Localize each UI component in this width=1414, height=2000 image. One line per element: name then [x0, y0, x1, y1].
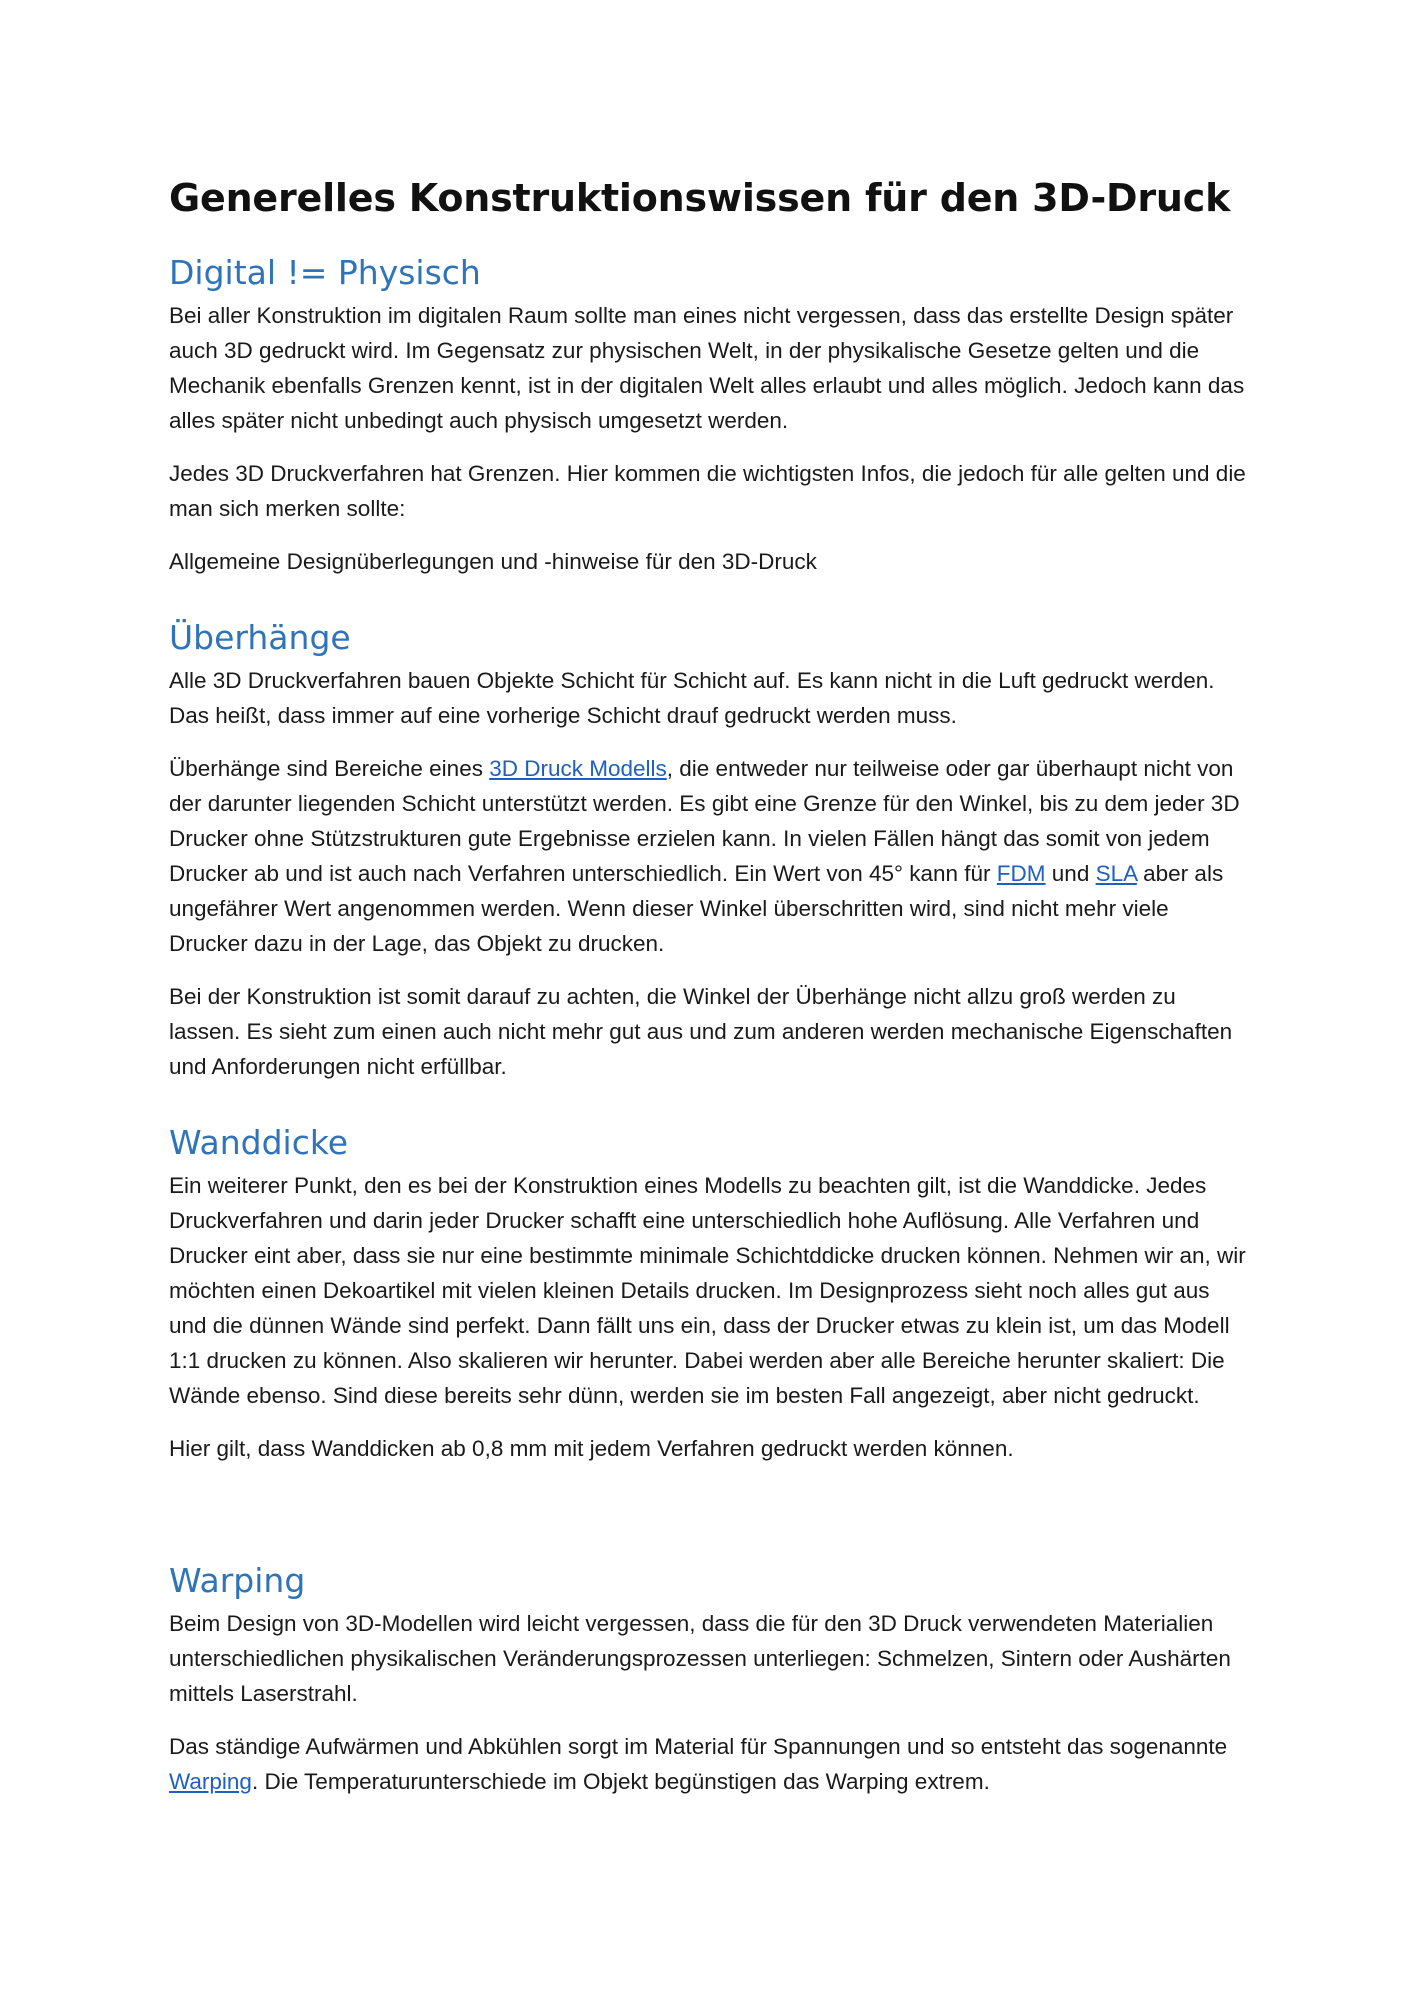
heading-wanddicke: Wanddicke — [169, 1123, 349, 1162]
link-3d-druck-modells[interactable]: 3D Druck Modells — [489, 756, 667, 781]
section-digital-physisch — [169, 250, 1250, 579]
paragraph: Bei der Konstruktion ist somit darauf zu achten, die Winkel der Überhänge nicht allzu groß werden zu lassen. Es sieht zum einen auch nicht mehr gut aus und zum anderen werden mechanische Eigenschaften und Anforderungen nicht erfüllbar. — [169, 984, 1233, 1079]
paragraph: Allgemeine Designüberlegungen und -hinweise für den 3D-Druck — [169, 549, 817, 574]
section-ueberhaenge — [169, 615, 1250, 1084]
section-wanddicke — [169, 1120, 1250, 1466]
text-run: Das ständige Aufwärmen und Abkühlen sorgt im Material für Spannungen und so entsteht das sogenannte — [169, 1734, 1228, 1759]
link-fdm[interactable]: FDM — [996, 861, 1046, 886]
section-warping — [169, 1558, 1250, 1799]
paragraph: Beim Design von 3D-Modellen wird leicht vergessen, dass die für den 3D Druck verwendeten Materialien unterschiedlichen physikalischen Veränderungsprozessen unterliegen: Schmelzen, Sintern oder Aushärten mittels Laserstrahl. — [169, 1611, 1231, 1706]
paragraph: Alle 3D Druckverfahren bauen Objekte Schicht für Schicht auf. Es kann nicht in die Luft gedruckt werden. Das heißt, dass immer auf eine vorherige Schicht drauf gedruckt werden muss. — [169, 668, 1215, 728]
text-run: Überhänge sind Bereiche eines — [169, 756, 490, 781]
heading-warping: Warping — [169, 1561, 306, 1600]
paragraph: Bei aller Konstruktion im digitalen Raum sollte man eines nicht vergessen, dass das erstellte Design später auch 3D gedruckt wird. Im Gegensatz zur physischen Welt, in der physikalische Gesetze gelten und die Mechanik ebenfalls Grenzen kennt, ist in der digitalen Welt alles erlaubt und alles möglich. Jedoch kann das alles später nicht unbedingt auch physisch umgesetzt werden. — [169, 303, 1245, 433]
paragraph — [169, 1729, 1250, 1799]
paragraph: Jedes 3D Druckverfahren hat Grenzen. Hier kommen die wichtigsten Infos, die jedoch für alle gelten und die man sich merken sollte: — [169, 461, 1246, 521]
text-run: , die entweder nur teilweise oder gar überhaupt nicht von der darunter liegenden Schicht unterstützt werden. Es gibt eine Grenze für den Winkel, bis zu dem jeder 3D Drucker ohne Stützstrukturen gute Ergebnisse erzielen kann. In vielen Fällen hängt das somit von jedem Drucker ab und ist auch nach Verfahren unterschiedlich. Ein Wert von 45° kann für — [169, 756, 1240, 886]
heading-ueberhaenge: Überhänge — [169, 618, 351, 657]
paragraph — [169, 751, 1250, 961]
text-run: . Die Temperaturunterschiede im Objekt begünstigen das Warping extrem. — [251, 1769, 990, 1794]
paragraph: Hier gilt, dass Wanddicken ab 0,8 mm mit jedem Verfahren gedruckt werden können. — [169, 1436, 1014, 1461]
heading-digital-physisch: Digital != Physisch — [169, 253, 481, 292]
text-run: und — [1045, 861, 1096, 886]
link-warping[interactable]: Warping — [169, 1769, 252, 1794]
text-run: aber als ungefährer Wert angenommen werden. Wenn dieser Winkel überschritten wird, sind nicht mehr viele Drucker dazu in der Lage, das Objekt zu drucken. — [169, 861, 1224, 956]
link-sla[interactable]: SLA — [1095, 861, 1137, 886]
document-title: Generelles Konstruktionswissen für den 3D-Druck — [169, 176, 1231, 220]
paragraph: Ein weiterer Punkt, den es bei der Konstruktion eines Modells zu beachten gilt, ist die Wanddicke. Jedes Druckverfahren und darin jeder Drucker schafft eine unterschiedlich hohe Auflösung. Alle Verfahren und Drucker eint aber, dass sie nur eine bestimmte minimale Schichtddicke drucken können. Nehmen wir an, wir möchten einen Dekoartikel mit vielen kleinen Details drucken. Im Designprozess sieht noch alles gut aus und die dünnen Wände sind perfekt. Dann fällt uns ein, dass der Drucker etwas zu klein ist, um das Modell 1:1 drucken zu können. Also skalieren wir herunter. Dabei werden aber alle Bereiche herunter skaliert: Die Wände ebenso. Sind diese bereits sehr dünn, werden sie im besten Fall angezeigt, aber nicht gedruckt. — [169, 1173, 1246, 1408]
